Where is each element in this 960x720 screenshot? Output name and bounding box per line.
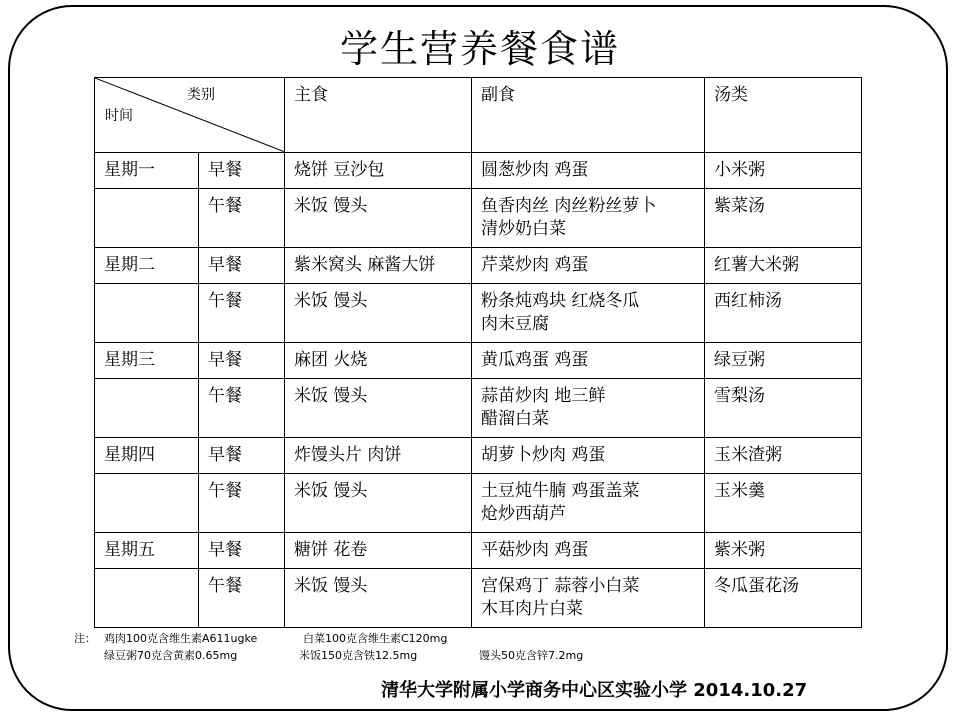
school-footer: 清华大学附属小学商务中心区实验小学 2014.10.27: [381, 680, 808, 701]
meal-cell: 午餐: [199, 284, 285, 343]
day-cell-empty: [95, 569, 199, 628]
meal-cell: 早餐: [199, 248, 285, 284]
main-food-cell: 烧饼 豆沙包: [285, 153, 472, 189]
time-label: 时间: [105, 108, 133, 124]
col-header-side: 副食: [472, 78, 705, 153]
side-dish-line: 土豆炖牛腩 鸡蛋盖菜: [481, 481, 640, 501]
main-food-cell: 米饭 馒头: [285, 284, 472, 343]
day-cell: 星期三: [95, 343, 199, 379]
side-dish-cell: [472, 343, 705, 379]
side-dish-line: 芹菜炒肉 鸡蛋: [481, 255, 589, 275]
soup-cell: 冬瓜蛋花汤: [705, 569, 862, 628]
side-dish-line: 圆葱炒肉 鸡蛋: [481, 160, 589, 180]
side-dish-line: 平菇炒肉 鸡蛋: [481, 540, 589, 560]
category-label: 类别: [187, 87, 215, 103]
soup-cell: 紫米粥: [705, 533, 862, 569]
day-cell-empty: [95, 284, 199, 343]
table-row: [95, 153, 862, 189]
menu-table: [94, 77, 862, 628]
table-row: [95, 569, 862, 628]
side-dish-cell: [472, 284, 705, 343]
side-dish-line: 胡萝卜炒肉 鸡蛋: [481, 445, 606, 465]
soup-cell: 绿豆粥: [705, 343, 862, 379]
side-dish-cell: [472, 189, 705, 248]
table-row: [95, 474, 862, 533]
side-dish-cell: [472, 379, 705, 438]
main-food-cell: 紫米窝头 麻酱大饼: [285, 248, 472, 284]
note-mungbean: 绿豆粥70克含黄素0.65mg: [104, 649, 238, 662]
side-dish-cell: [472, 153, 705, 189]
main-food-cell: 糖饼 花卷: [285, 533, 472, 569]
meal-cell: 午餐: [199, 379, 285, 438]
soup-cell: 西红柿汤: [705, 284, 862, 343]
side-dish-line: 清炒奶白菜: [481, 219, 566, 239]
table-row: [95, 189, 862, 248]
side-dish-cell: [472, 438, 705, 474]
soup-cell: 小米粥: [705, 153, 862, 189]
col-header-soup: 汤类: [705, 78, 862, 153]
meal-cell: 早餐: [199, 533, 285, 569]
meal-cell: 早餐: [199, 438, 285, 474]
notes-prefix: 注：: [74, 632, 96, 645]
side-dish-cell: [472, 474, 705, 533]
meal-cell: 午餐: [199, 189, 285, 248]
table-row: [95, 438, 862, 474]
side-dish-line: 鱼香肉丝 肉丝粉丝萝卜: [481, 196, 657, 216]
header-diagonal-cell: [95, 78, 285, 153]
day-cell-empty: [95, 474, 199, 533]
main-food-cell: 米饭 馒头: [285, 189, 472, 248]
main-food-cell: 米饭 馒头: [285, 379, 472, 438]
side-dish-line: 黄瓜鸡蛋 鸡蛋: [481, 350, 589, 370]
side-dish-cell: [472, 569, 705, 628]
note-rice: 米饭150克含铁12.5mg: [299, 649, 418, 662]
table-row: [95, 248, 862, 284]
table-row: [95, 379, 862, 438]
day-cell: 星期一: [95, 153, 199, 189]
side-dish-line: 炝炒西葫芦: [481, 504, 566, 524]
day-cell-empty: [95, 189, 199, 248]
soup-cell: 红薯大米粥: [705, 248, 862, 284]
side-dish-cell: [472, 248, 705, 284]
table-row: [95, 284, 862, 343]
side-dish-line: 宫保鸡丁 蒜蓉小白菜: [481, 576, 640, 596]
main-food-cell: 麻团 火烧: [285, 343, 472, 379]
day-cell: 星期二: [95, 248, 199, 284]
note-steamed-bun: 馒头50克含锌7.2mg: [479, 649, 584, 662]
side-dish-line: 木耳肉片白菜: [481, 599, 583, 619]
side-dish-cell: [472, 533, 705, 569]
meal-cell: 午餐: [199, 569, 285, 628]
soup-cell: 玉米羹: [705, 474, 862, 533]
main-food-cell: 米饭 馒头: [285, 569, 472, 628]
side-dish-line: 粉条炖鸡块 红烧冬瓜: [481, 291, 640, 311]
meal-cell: 早餐: [199, 153, 285, 189]
side-dish-line: 醋溜白菜: [481, 409, 549, 429]
side-dish-line: 肉末豆腐: [481, 314, 549, 334]
table-row: [95, 343, 862, 379]
day-cell: 星期四: [95, 438, 199, 474]
note-chicken: 鸡肉100克含维生素A611ugke: [104, 632, 258, 645]
soup-cell: 紫菜汤: [705, 189, 862, 248]
day-cell: 星期五: [95, 533, 199, 569]
day-cell-empty: [95, 379, 199, 438]
main-food-cell: 炸馒头片 肉饼: [285, 438, 472, 474]
meal-cell: 午餐: [199, 474, 285, 533]
col-header-main: 主食: [285, 78, 472, 153]
main-food-cell: 米饭 馒头: [285, 474, 472, 533]
soup-cell: 玉米渣粥: [705, 438, 862, 474]
page-title: 学生营养餐食谱: [339, 27, 620, 71]
header-row: [95, 78, 862, 153]
side-dish-line: 蒜苗炒肉 地三鲜: [481, 386, 606, 406]
table-row: [95, 533, 862, 569]
meal-cell: 早餐: [199, 343, 285, 379]
soup-cell: 雪梨汤: [705, 379, 862, 438]
note-cabbage: 白菜100克含维生素C120mg: [303, 632, 448, 645]
